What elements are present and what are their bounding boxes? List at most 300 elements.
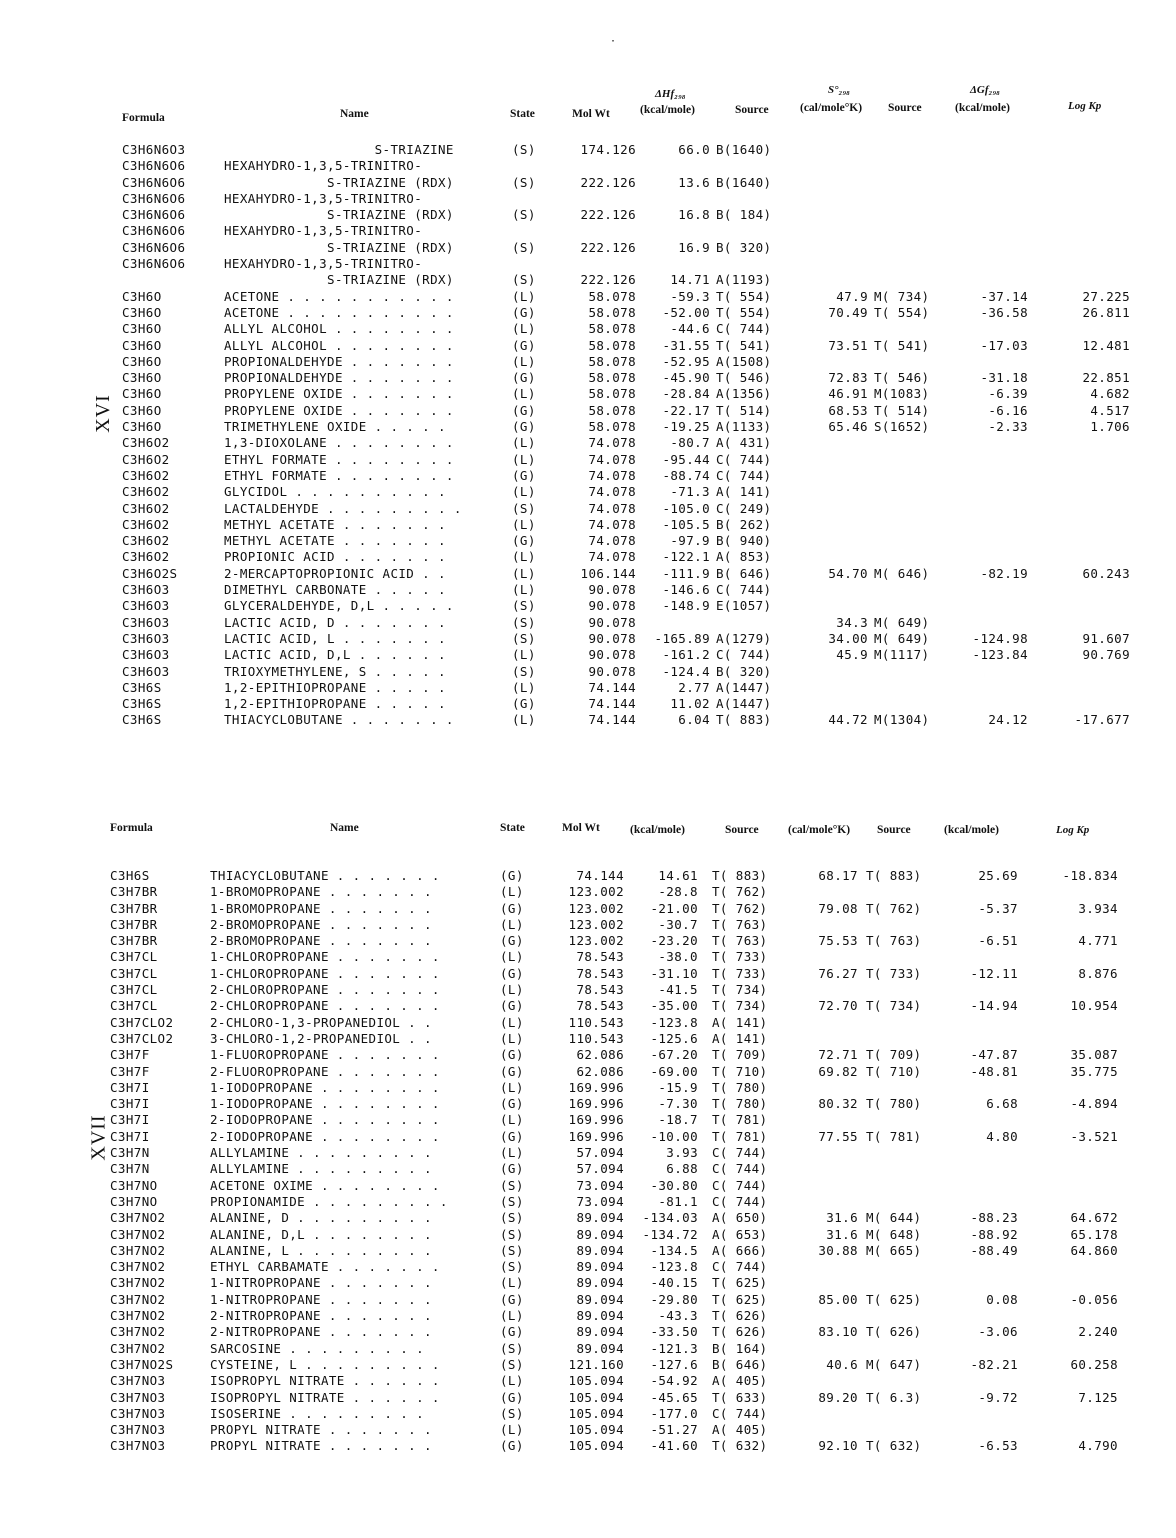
header-dhf-unit: (kcal/mole) (630, 824, 685, 836)
log-kp-cell: 90.769 (1082, 647, 1130, 663)
formula-cell: C3H7NO2 (110, 1324, 166, 1340)
mol-wt-cell: 222.126 (580, 174, 636, 190)
table-row (0, 1031, 1176, 1047)
table-row (0, 354, 1176, 370)
mol-wt-cell: 74.078 (588, 500, 636, 516)
source-cell: T( 883) (712, 868, 768, 883)
log-kp-cell: 26.811 (1082, 304, 1130, 320)
enthalpy-cell: -124.4 (662, 663, 710, 679)
name-cell: PROPYLENE OXIDE . . . . . . . (224, 386, 454, 402)
header-mol-wt: Mol Wt (562, 822, 600, 834)
name-cell: ACETONE OXIME . . . . . . . . (210, 1177, 440, 1193)
source-cell: T( 546) (716, 370, 772, 386)
source-cell: A( 141) (712, 1030, 768, 1046)
state-cell: (S) (512, 272, 536, 288)
mol-wt-cell: 74.078 (588, 435, 636, 451)
formula-cell: C3H6N6O6 (122, 239, 186, 255)
table-row (0, 1096, 1176, 1112)
formula-cell: C3H6N6O6 (122, 207, 186, 223)
mol-wt-cell: 90.078 (588, 598, 636, 614)
state-cell: (S) (500, 1242, 524, 1258)
formula-cell: C3H6S (110, 868, 150, 883)
entropy-cell: 85.00 (818, 1291, 858, 1307)
table-row (0, 696, 1176, 712)
table-row (0, 452, 1176, 468)
source-cell: T( 734) (712, 982, 768, 998)
enthalpy-cell: -41.5 (658, 982, 698, 998)
header-entropy-unit: (cal/mole°K) (800, 102, 863, 114)
formula-cell: C3H7NO2S (110, 1356, 174, 1372)
state-cell: (L) (500, 1030, 524, 1046)
mol-wt-cell: 90.078 (588, 582, 636, 598)
formula-cell: C3H6S (122, 696, 162, 712)
gibbs-cell: -6.51 (978, 933, 1018, 949)
name-cell: PROPIONALDEHYDE . . . . . . . (224, 370, 454, 386)
enthalpy-cell: -67.20 (650, 1047, 698, 1063)
name-cell: TRIMETHYLENE OXIDE . . . . . (224, 419, 446, 435)
name-cell: 2-MERCAPTOPROPIONIC ACID . . (224, 565, 446, 581)
table-row (0, 207, 1176, 223)
formula-cell: C3H6O3 (122, 647, 170, 663)
mol-wt-cell: 58.078 (588, 304, 636, 320)
mol-wt-cell: 123.002 (568, 916, 624, 932)
header-dgf-symbol: ΔGf₂₉₈ (970, 84, 1001, 96)
formula-cell: C3H6O2 (122, 549, 170, 565)
source-cell: B( 164) (712, 1340, 768, 1356)
page-mark: · (610, 36, 617, 47)
mol-wt-cell: 106.144 (580, 565, 636, 581)
formula-cell: C3H6O (122, 402, 162, 418)
entropy-source-cell: T( 554) (874, 304, 930, 320)
mol-wt-cell: 57.094 (576, 1145, 624, 1161)
state-cell: (L) (512, 565, 536, 581)
state-cell: (G) (500, 1161, 524, 1177)
name-cell: ISOPROPYL NITRATE . . . . . . (210, 1389, 440, 1405)
table-row (0, 1227, 1176, 1243)
enthalpy-cell: 6.88 (666, 1161, 698, 1177)
state-cell: (G) (500, 1438, 524, 1454)
name-cell: TRIOXYMETHYLENE, S . . . . . (224, 663, 446, 679)
mol-wt-cell: 105.094 (568, 1438, 624, 1454)
table-row (0, 1406, 1176, 1422)
name-cell: 2-NITROPROPANE . . . . . . . (210, 1308, 432, 1324)
enthalpy-cell: -52.95 (662, 353, 710, 369)
header-dhf-unit: (kcal/mole) (640, 104, 695, 116)
source-cell: A( 853) (716, 549, 772, 565)
gibbs-cell: -124.98 (972, 630, 1028, 646)
mol-wt-cell: 89.094 (576, 1308, 624, 1324)
enthalpy-cell: -44.6 (670, 321, 710, 337)
formula-cell: C3H6N6O6 (122, 158, 186, 174)
name-cell: 1-BROMOPROPANE . . . . . . . (210, 884, 432, 900)
table-row (0, 1015, 1176, 1031)
formula-cell: C3H7NO (110, 1177, 158, 1193)
header-name: Name (330, 822, 359, 834)
name-cell: 1-CHLOROPROPANE . . . . . . . (210, 949, 440, 965)
formula-cell: C3H6O2 (122, 467, 170, 483)
name-cell: THIACYCLOBUTANE . . . . . . . (224, 712, 454, 728)
table-row (0, 142, 1176, 158)
state-cell: (S) (500, 1405, 524, 1421)
table-row (0, 289, 1176, 305)
entropy-cell: 46.91 (828, 386, 868, 402)
name-cell: 1-NITROPROPANE . . . . . . . (210, 1291, 432, 1307)
table-row (0, 1064, 1176, 1080)
enthalpy-cell: -80.7 (670, 435, 710, 451)
formula-cell: C3H6O3 (122, 630, 170, 646)
mol-wt-cell: 90.078 (588, 647, 636, 663)
table-row (0, 949, 1176, 965)
log-kp-cell: -18.834 (1062, 868, 1118, 883)
entropy-source-cell: T( 763) (866, 933, 922, 949)
table-row (0, 191, 1176, 207)
entropy-source-cell: T( 709) (866, 1047, 922, 1063)
name-cell: 2-BROMOPROPANE . . . . . . . (210, 933, 432, 949)
state-cell: (S) (512, 663, 536, 679)
source-cell: C( 744) (716, 582, 772, 598)
source-cell: T( 626) (712, 1324, 768, 1340)
name-cell: THIACYCLOBUTANE . . . . . . . (210, 868, 440, 883)
formula-cell: C3H7I (110, 1112, 150, 1128)
source-cell: A( 431) (716, 435, 772, 451)
name-cell: 1-CHLOROPROPANE . . . . . . . (210, 965, 440, 981)
enthalpy-cell: 2.77 (678, 679, 710, 695)
mol-wt-cell: 123.002 (568, 933, 624, 949)
mol-wt-cell: 89.094 (576, 1340, 624, 1356)
table-row (0, 868, 1176, 884)
entropy-cell: 80.32 (818, 1096, 858, 1112)
name-cell: ETHYL FORMATE . . . . . . . . (224, 451, 454, 467)
gibbs-cell: -82.21 (970, 1356, 1018, 1372)
enthalpy-cell: -19.25 (662, 419, 710, 435)
name-cell: ALANINE, D,L . . . . . . . . (210, 1226, 432, 1242)
name-cell: PROPYL NITRATE . . . . . . . (210, 1422, 432, 1438)
enthalpy-cell: -71.3 (670, 484, 710, 500)
header-name: Name (340, 108, 369, 120)
name-cell: S-TRIAZINE (RDX) (224, 207, 454, 223)
mol-wt-cell: 58.078 (588, 288, 636, 304)
formula-cell: C3H7NO3 (110, 1422, 166, 1438)
log-kp-cell: 64.672 (1070, 1210, 1118, 1226)
mol-wt-cell: 123.002 (568, 884, 624, 900)
name-cell: ISOSERINE . . . . . . . . . (210, 1405, 424, 1421)
enthalpy-cell: -45.65 (650, 1389, 698, 1405)
table-row (0, 386, 1176, 402)
name-cell: ALANINE, D . . . . . . . . . (210, 1210, 432, 1226)
table-row (0, 223, 1176, 239)
mol-wt-cell: 169.996 (568, 1112, 624, 1128)
enthalpy-cell: 16.9 (678, 239, 710, 255)
mol-wt-cell: 110.543 (568, 1030, 624, 1046)
gibbs-cell: -82.19 (980, 565, 1028, 581)
enthalpy-cell: 14.61 (658, 868, 698, 883)
formula-cell: C3H6O3 (122, 614, 170, 630)
source-cell: C( 249) (716, 500, 772, 516)
source-cell: T( 763) (712, 933, 768, 949)
table-block-xvi (0, 82, 1176, 729)
table-row (0, 1438, 1176, 1454)
mol-wt-cell: 58.078 (588, 419, 636, 435)
source-cell: T( 633) (712, 1389, 768, 1405)
state-cell: (G) (500, 1063, 524, 1079)
mol-wt-cell: 174.126 (580, 142, 636, 157)
gibbs-cell: -6.53 (978, 1438, 1018, 1454)
name-cell: LACTIC ACID, D . . . . . . . (224, 614, 446, 630)
state-cell: (G) (512, 419, 536, 435)
state-cell: (L) (500, 1275, 524, 1291)
entropy-cell: 65.46 (828, 419, 868, 435)
entropy-source-cell: M( 734) (874, 288, 930, 304)
enthalpy-cell: -134.72 (642, 1226, 698, 1242)
table-row (0, 419, 1176, 435)
source-cell: A( 666) (712, 1242, 768, 1258)
name-cell: PROPIONAMIDE . . . . . . . . . (210, 1193, 448, 1209)
enthalpy-cell: -111.9 (662, 565, 710, 581)
source-cell: A(1133) (716, 419, 772, 435)
entropy-source-cell: T( 6.3) (866, 1389, 922, 1405)
name-cell: CYSTEINE, L . . . . . . . . . (210, 1356, 440, 1372)
source-cell: T( 626) (712, 1308, 768, 1324)
name-cell: 2-FLUOROPROPANE . . . . . . . (210, 1063, 440, 1079)
gibbs-cell: 6.68 (986, 1096, 1018, 1112)
entropy-source-cell: M( 649) (874, 630, 930, 646)
table-row (0, 1373, 1176, 1389)
name-cell: 2-IODOPROPANE . . . . . . . . (210, 1128, 440, 1144)
header-source: Source (735, 104, 769, 116)
formula-cell: C3H7NO2 (110, 1226, 166, 1242)
log-kp-cell: 65.178 (1070, 1226, 1118, 1242)
entropy-source-cell: T( 625) (866, 1291, 922, 1307)
enthalpy-cell: -54.92 (650, 1373, 698, 1389)
state-cell: (S) (500, 1340, 524, 1356)
table-row (0, 517, 1176, 533)
name-cell: HEXAHYDRO-1,3,5-TRINITRO- (224, 256, 423, 272)
table-row (0, 1390, 1176, 1406)
mol-wt-cell: 89.094 (576, 1291, 624, 1307)
source-cell: E(1057) (716, 598, 772, 614)
log-kp-cell: 8.876 (1078, 965, 1118, 981)
name-cell: ISOPROPYL NITRATE . . . . . . (210, 1373, 440, 1389)
mol-wt-cell: 74.144 (588, 679, 636, 695)
formula-cell: C3H7BR (110, 916, 158, 932)
formula-cell: C3H6O (122, 370, 162, 386)
table-row (0, 1145, 1176, 1161)
formula-cell: C3H7I (110, 1079, 150, 1095)
table-row (0, 1308, 1176, 1324)
mol-wt-cell: 123.002 (568, 900, 624, 916)
mol-wt-cell: 121.160 (568, 1356, 624, 1372)
name-cell: 1-FLUOROPROPANE . . . . . . . (210, 1047, 440, 1063)
source-cell: B(1640) (716, 142, 772, 157)
enthalpy-cell: 16.8 (678, 207, 710, 223)
entropy-cell: 47.9 (836, 288, 868, 304)
log-kp-cell: -17.677 (1074, 712, 1130, 728)
formula-cell: C3H6S (122, 679, 162, 695)
log-kp-cell: 3.934 (1078, 900, 1118, 916)
state-cell: (L) (512, 549, 536, 565)
enthalpy-cell: -134.03 (642, 1210, 698, 1226)
mol-wt-cell: 90.078 (588, 663, 636, 679)
table-row (0, 338, 1176, 354)
name-cell: LACTIC ACID, L . . . . . . . (224, 630, 446, 646)
formula-cell: C3H6O (122, 288, 162, 304)
formula-cell: C3H7I (110, 1128, 150, 1144)
mol-wt-cell: 78.543 (576, 949, 624, 965)
state-cell: (G) (500, 998, 524, 1014)
name-cell: LACTIC ACID, D,L . . . . . . (224, 647, 446, 663)
log-kp-cell: 64.860 (1070, 1242, 1118, 1258)
source-cell: B( 320) (716, 239, 772, 255)
enthalpy-cell: -21.00 (650, 900, 698, 916)
formula-cell: C3H6O2 (122, 516, 170, 532)
state-cell: (G) (500, 868, 524, 883)
state-cell: (L) (500, 884, 524, 900)
entropy-source-cell: T( 780) (866, 1096, 922, 1112)
header-mol-wt: Mol Wt (572, 108, 610, 120)
log-kp-cell: 60.258 (1070, 1356, 1118, 1372)
table-row (0, 175, 1176, 191)
name-cell: 1-IODOPROPANE . . . . . . . . (210, 1079, 440, 1095)
formula-cell: C3H7NO2 (110, 1275, 166, 1291)
log-kp-cell: 12.481 (1082, 337, 1130, 353)
state-cell: (G) (512, 402, 536, 418)
log-kp-cell: 35.087 (1070, 1047, 1118, 1063)
source-cell: C( 744) (712, 1161, 768, 1177)
table-row (0, 933, 1176, 949)
state-cell: (G) (512, 696, 536, 712)
source-cell: A( 405) (712, 1373, 768, 1389)
state-cell: (L) (500, 916, 524, 932)
source-cell: T( 554) (716, 304, 772, 320)
gibbs-cell: -6.16 (988, 402, 1028, 418)
table-row (0, 484, 1176, 500)
log-kp-cell: 10.954 (1070, 998, 1118, 1014)
mol-wt-cell: 74.078 (588, 516, 636, 532)
state-cell: (G) (512, 304, 536, 320)
entropy-source-cell: S(1652) (874, 419, 930, 435)
entropy-cell: 72.70 (818, 998, 858, 1014)
mol-wt-cell: 169.996 (568, 1079, 624, 1095)
formula-cell: C3H6N6O6 (122, 256, 186, 272)
enthalpy-cell: -161.2 (662, 647, 710, 663)
name-cell: 2-BROMOPROPANE . . . . . . . (210, 916, 432, 932)
mol-wt-cell: 222.126 (580, 272, 636, 288)
table-row (0, 549, 1176, 565)
name-cell: S-TRIAZINE (RDX) (224, 174, 454, 190)
section-label: XVI (91, 394, 114, 433)
source-cell: B( 940) (716, 533, 772, 549)
mol-wt-cell: 110.543 (568, 1014, 624, 1030)
enthalpy-cell: -23.20 (650, 933, 698, 949)
log-kp-cell: 4.517 (1090, 402, 1130, 418)
name-cell: 2-IODOPROPANE . . . . . . . . (210, 1112, 440, 1128)
state-cell: (G) (500, 1096, 524, 1112)
state-cell: (S) (500, 1259, 524, 1275)
formula-cell: C3H6O (122, 337, 162, 353)
gibbs-cell: -37.14 (980, 288, 1028, 304)
source-cell: T( 781) (712, 1112, 768, 1128)
source-cell: T( 514) (716, 402, 772, 418)
name-cell: LACTALDEHYDE . . . . . . . . . (224, 500, 462, 516)
entropy-cell: 45.9 (836, 647, 868, 663)
table-row (0, 566, 1176, 582)
entropy-source-cell: T( 541) (874, 337, 930, 353)
name-cell: PROPYLENE OXIDE . . . . . . . (224, 402, 454, 418)
mol-wt-cell: 58.078 (588, 353, 636, 369)
name-cell: 1,2-EPITHIOPROPANE . . . . . (224, 696, 446, 712)
mol-wt-cell: 58.078 (588, 337, 636, 353)
name-cell: ALLYL ALCOHOL . . . . . . . . (224, 321, 454, 337)
source-cell: T( 625) (712, 1275, 768, 1291)
enthalpy-cell: -18.7 (658, 1112, 698, 1128)
enthalpy-cell: 11.02 (670, 696, 710, 712)
source-cell: T( 709) (712, 1047, 768, 1063)
enthalpy-cell: -28.8 (658, 884, 698, 900)
table-row (0, 712, 1176, 728)
mol-wt-cell: 78.543 (576, 998, 624, 1014)
mol-wt-cell: 74.078 (588, 451, 636, 467)
enthalpy-cell: -69.00 (650, 1063, 698, 1079)
state-cell: (G) (512, 337, 536, 353)
table-row (0, 917, 1176, 933)
mol-wt-cell: 73.094 (576, 1193, 624, 1209)
log-kp-cell: 4.682 (1090, 386, 1130, 402)
mol-wt-cell: 89.094 (576, 1242, 624, 1258)
header-source-2: Source (888, 102, 922, 114)
entropy-cell: 31.6 (826, 1210, 858, 1226)
source-cell: A(1508) (716, 353, 772, 369)
source-cell: A(1193) (716, 272, 772, 288)
header-dgf-unit: (kcal/mole) (944, 824, 999, 836)
gibbs-cell: -2.33 (988, 419, 1028, 435)
state-cell: (L) (512, 435, 536, 451)
enthalpy-cell: -52.00 (662, 304, 710, 320)
table-row (0, 1178, 1176, 1194)
entropy-cell: 76.27 (818, 965, 858, 981)
log-kp-cell: 4.771 (1078, 933, 1118, 949)
formula-cell: C3H6N6O6 (122, 223, 186, 239)
entropy-cell: 31.6 (826, 1226, 858, 1242)
state-cell: (L) (512, 679, 536, 695)
state-cell: (L) (512, 647, 536, 663)
formula-cell: C3H6O3 (122, 663, 170, 679)
entropy-source-cell: T( 632) (866, 1438, 922, 1454)
mol-wt-cell: 105.094 (568, 1373, 624, 1389)
entropy-source-cell: M(1117) (874, 647, 930, 663)
formula-cell: C3H7BR (110, 900, 158, 916)
table-row (0, 1243, 1176, 1259)
gibbs-cell: -12.11 (970, 965, 1018, 981)
entropy-cell: 54.70 (828, 565, 868, 581)
entropy-source-cell: T( 762) (866, 900, 922, 916)
state-cell: (S) (512, 174, 536, 190)
state-cell: (L) (500, 949, 524, 965)
source-cell: T( 733) (712, 965, 768, 981)
table-row (0, 321, 1176, 337)
log-kp-cell: 2.240 (1078, 1324, 1118, 1340)
gibbs-cell: -9.72 (978, 1389, 1018, 1405)
formula-cell: C3H6O2 (122, 533, 170, 549)
enthalpy-cell: -22.17 (662, 402, 710, 418)
enthalpy-cell: 13.6 (678, 174, 710, 190)
state-cell: (G) (500, 1389, 524, 1405)
state-cell: (G) (500, 1324, 524, 1340)
mol-wt-cell: 78.543 (576, 982, 624, 998)
source-cell: C( 744) (712, 1259, 768, 1275)
entropy-source-cell: M( 649) (874, 614, 930, 630)
enthalpy-cell: -51.27 (650, 1422, 698, 1438)
state-cell: (S) (512, 142, 536, 157)
